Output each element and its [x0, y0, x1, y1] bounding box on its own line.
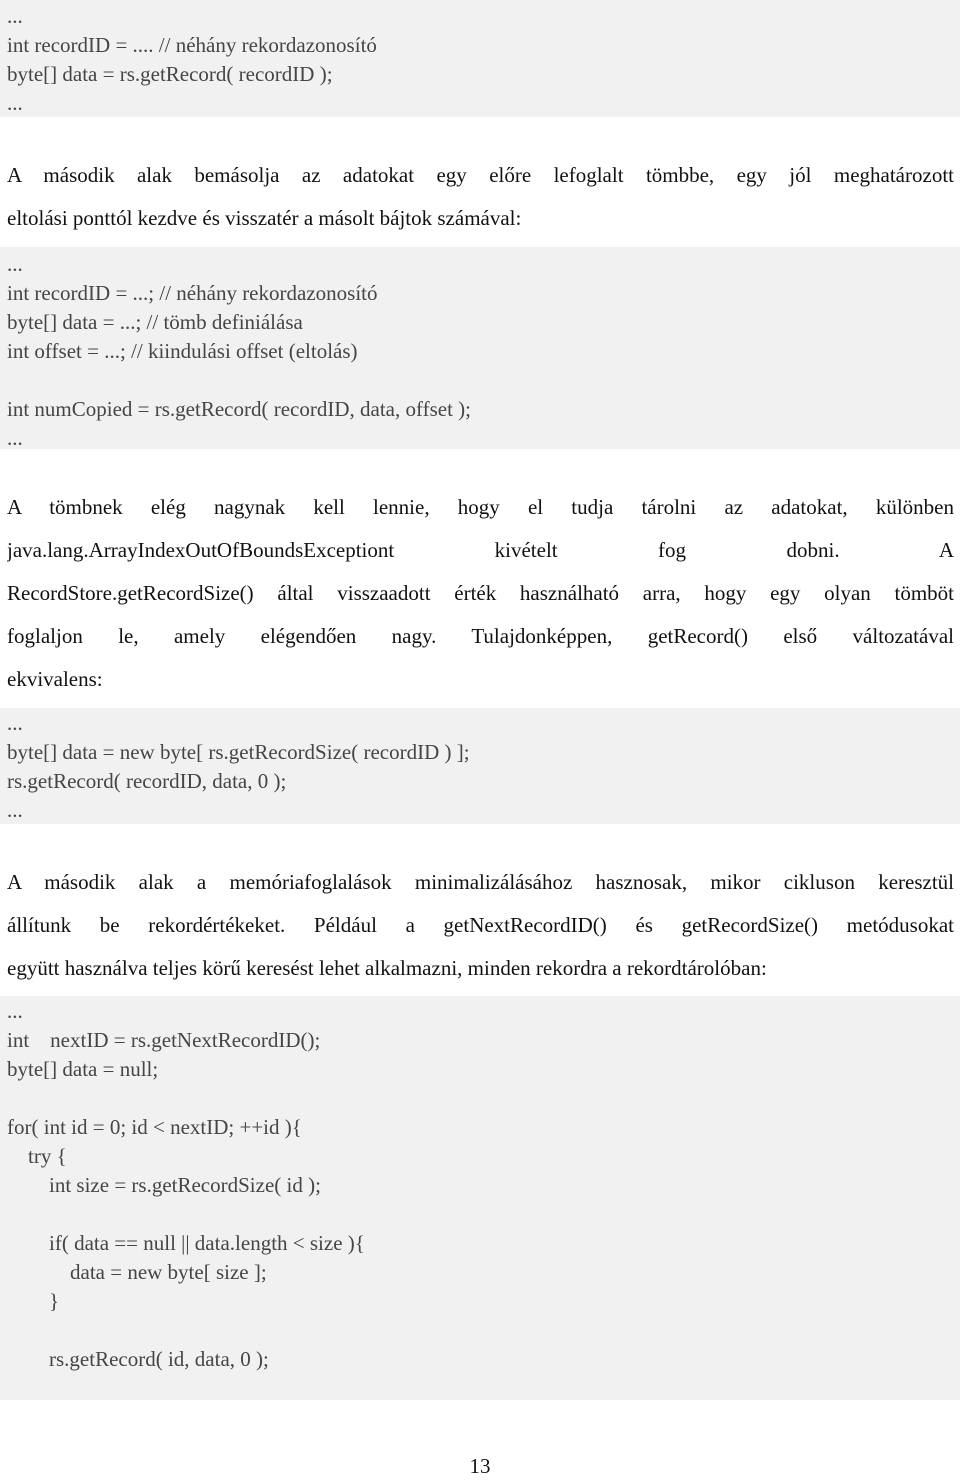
code-line: byte[] data = ...; // tömb definiálása: [7, 310, 303, 334]
code-line: try {: [7, 1144, 67, 1168]
code-line: ...: [7, 252, 23, 276]
paragraph-line: A tömbnek elég nagynak kell lennie, hogy el tudja tárolni az adatokat, különben: [7, 495, 954, 519]
code-line: int size = rs.getRecordSize( id );: [7, 1173, 321, 1197]
paragraph-line: RecordStore.getRecordSize() által visszaadott érték használható arra, hogy egy olyan tömböt: [7, 581, 954, 605]
paragraph-line: A második alak bemásolja az adatokat egy előre lefoglalt tömbbe, egy jól meghatározott: [7, 163, 954, 187]
code-line: ...: [7, 426, 23, 450]
code-line: ...: [7, 798, 23, 822]
code-line: ...: [7, 999, 23, 1023]
code-line: data = new byte[ size ];: [7, 1260, 267, 1284]
paragraph-1: [7, 154, 954, 240]
code-line: rs.getRecord( id, data, 0 );: [7, 1347, 269, 1371]
code-block-2: [0, 247, 960, 449]
code-line: [7, 1316, 960, 1345]
code-line: [7, 1200, 960, 1229]
code-line: byte[] data = new byte[ rs.getRecordSize( recordID ) ];: [7, 740, 470, 764]
paragraph-line: java.lang.ArrayIndexOutOfBoundsExceptiont kivételt fog dobni. A: [7, 538, 954, 562]
code-line: byte[] data = rs.getRecord( recordID );: [7, 62, 333, 86]
code-line: }: [7, 1289, 60, 1313]
code-line: int numCopied = rs.getRecord( recordID, data, offset );: [7, 397, 471, 421]
paragraph-3: [7, 861, 954, 990]
code-block-1: [0, 0, 960, 117]
page-number: 13: [469, 1454, 491, 1478]
code-line: [7, 1084, 960, 1113]
code-line: ...: [7, 711, 23, 735]
code-line: ...: [7, 4, 23, 28]
code-line: for( int id = 0; id < nextID; ++id ){: [7, 1115, 302, 1139]
paragraph-line: A második alak a memóriafoglalások minimalizálásához hasznosak, mikor cikluson keresztül: [7, 870, 954, 894]
code-line: if( data == null || data.length < size ){: [7, 1231, 365, 1255]
paragraph-line: együtt használva teljes körű keresést lehet alkalmazni, minden rekordra a rekordtárolóban:: [7, 956, 767, 980]
code-line: int recordID = .... // néhány rekordazonosító: [7, 33, 377, 57]
paragraph-line: foglaljon le, amely elégendően nagy. Tulajdonképpen, getRecord() első változatával: [7, 624, 954, 648]
paragraph-line: ekvivalens:: [7, 667, 103, 691]
code-line: rs.getRecord( recordID, data, 0 );: [7, 769, 287, 793]
code-line: int recordID = ...; // néhány rekordazonosító: [7, 281, 378, 305]
code-block-4: [0, 996, 960, 1400]
code-line: byte[] data = null;: [7, 1057, 159, 1081]
code-line: [7, 366, 960, 395]
code-line: int nextID = rs.getNextRecordID();: [7, 1028, 321, 1052]
code-line: ...: [7, 91, 23, 115]
paragraph-2: [7, 486, 954, 701]
paragraph-line: állítunk be rekordértékeket. Például a getNextRecordID() és getRecordSize() metódusokat: [7, 913, 954, 937]
paragraph-line: eltolási ponttól kezdve és visszatér a másolt bájtok számával:: [7, 206, 522, 230]
code-block-3: [0, 708, 960, 824]
code-line: int offset = ...; // kiindulási offset (eltolás): [7, 339, 358, 363]
